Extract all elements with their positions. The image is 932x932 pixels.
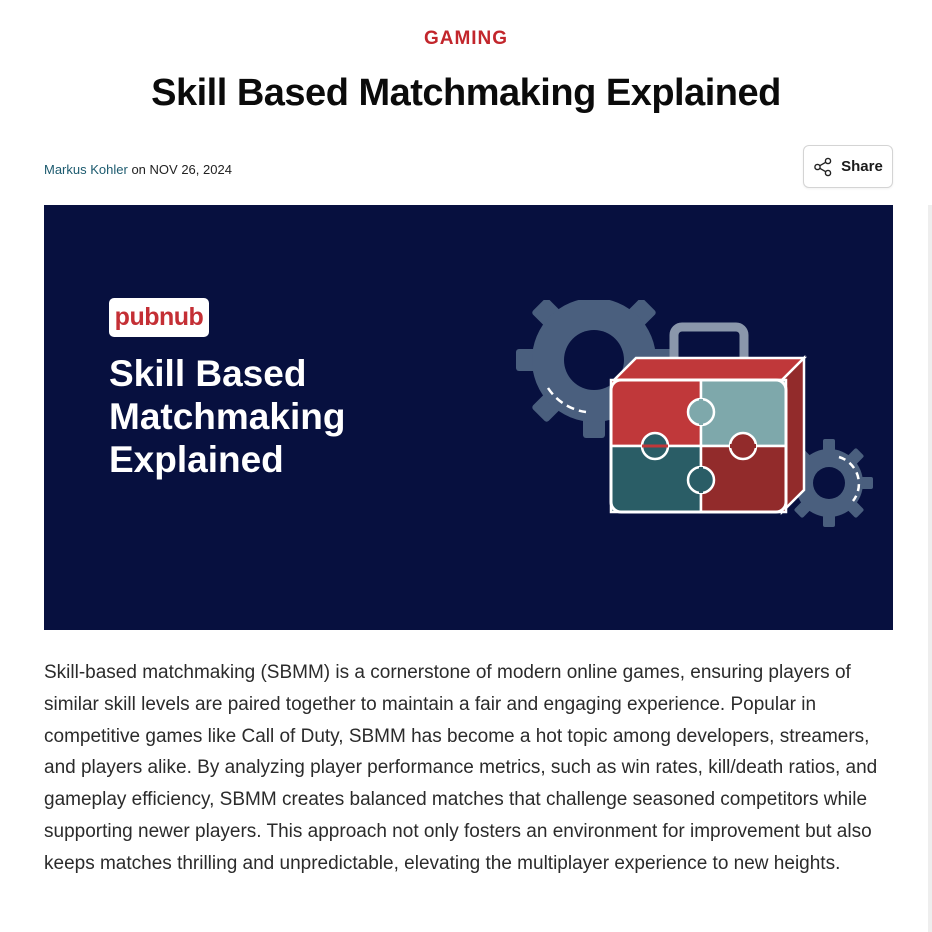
share-label: Share (841, 158, 883, 175)
toolbox-puzzle-illustration (514, 300, 884, 540)
category-label[interactable]: GAMING (423, 28, 509, 49)
hero-title-line: Skill Based (109, 353, 307, 394)
article-title: Skill Based Matchmaking Explained (151, 72, 781, 114)
pubnub-logo (109, 298, 209, 337)
article-paragraph: Skill-based matchmaking (SBMM) is a cornerstone of modern online games, ensuring players of similar skill levels are paired together to maintain a fair and engaging experience. Popular in competitive games like Call of Duty, SBMM has become a hot topic among developers, streamers, and players alike. By analyzing player performance metrics, such as win rates, kill/death ratios, and gameplay efficiency, SBMM creates balanced matches that challenge seasoned competitors while supporting newer players. This approach not only fosters an environment for improvement but also keeps matches thrilling and unpredictable, elevating the multiplayer experience to new heights. (44, 662, 878, 874)
share-icon (813, 157, 833, 177)
hero-banner (44, 205, 893, 630)
scroll-edge (928, 205, 932, 932)
date-prefix: on (131, 162, 146, 177)
article-byline (44, 162, 232, 177)
publish-date: NOV 26, 2024 (149, 162, 232, 177)
hero-title-line: Explained (109, 439, 284, 480)
author-link[interactable]: Markus Kohler (44, 162, 128, 177)
hero-title-line: Matchmaking (109, 396, 346, 437)
logo-text: pubnub (114, 303, 204, 331)
share-button[interactable] (803, 145, 893, 188)
